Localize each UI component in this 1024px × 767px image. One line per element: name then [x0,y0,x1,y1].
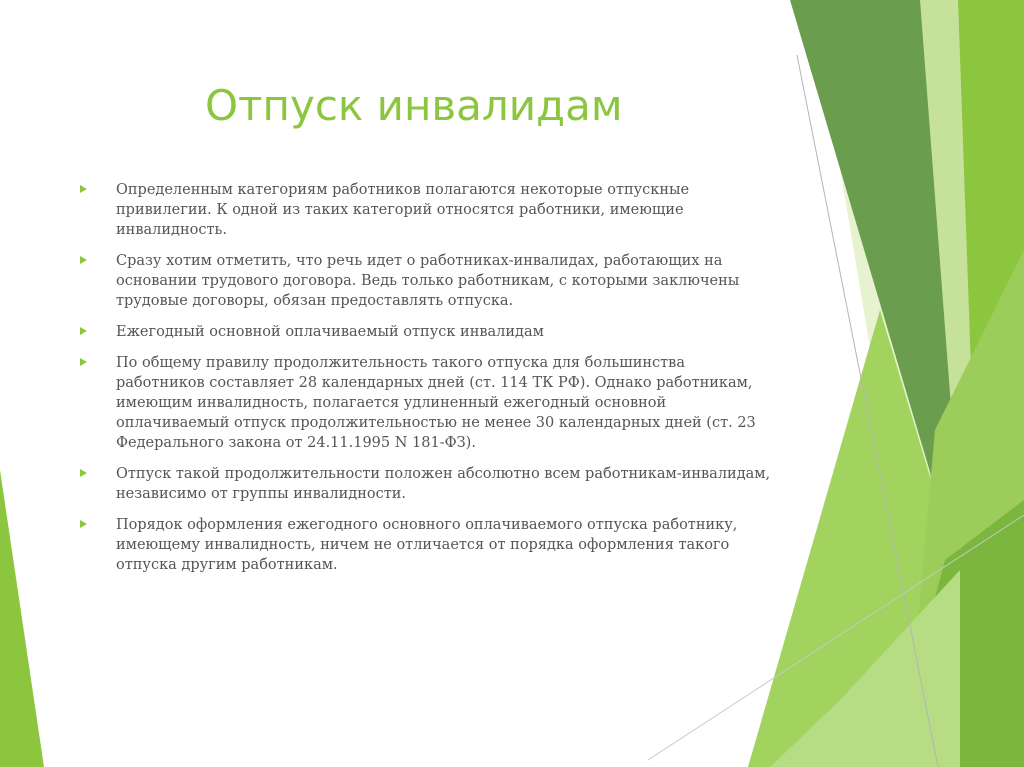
bullet-text: Ежегодный основной оплачиваемый отпуск инвалидам [116,324,544,340]
bullet-text: Сразу хотим отметить, что речь идет о работниках-инвалидах, работающих на основании трудового договора. Ведь только работникам, с которыми заключены трудовые договоры, обязан предоставлять отпуска. [116,253,740,309]
bullet-text: По общему правилу продолжительность такого отпуска для большинства работников составляет 28 календарных дней (ст. 114 ТК РФ). Однако работникам, имеющим инвалидность, полагается удлиненный ежегодный основной оплачиваемый отпуск продолжительностью не менее 30 календарных дней (ст. 23 Федерального закона от 24.11.1995 N 181-ФЗ). [116,355,756,451]
slide-title: Отпуск инвалидам [205,81,623,130]
bullet-text: Порядок оформления ежегодного основного оплачиваемого отпуска работнику, имеющему инвалидность, ничем не отличается от порядка оформления такого отпуска другим работникам. [116,517,738,573]
bullet-list [78,180,778,586]
bullet-item [78,180,778,240]
bullet-item [78,353,778,453]
bullet-item [78,515,778,575]
decor-left-bar [0,470,44,767]
bullet-arrow-icon [80,256,87,264]
bullet-arrow-icon [80,327,87,335]
bullet-item [78,464,778,504]
bullet-item [78,322,778,342]
bullet-text: Определенным категориям работников полагаются некоторые отпускные привилегии. К одной из таких категорий относятся работники, имеющие инвалидность. [116,182,690,238]
bullet-item [78,251,778,311]
bullet-arrow-icon [80,520,87,528]
bullet-arrow-icon [80,469,87,477]
bullet-arrow-icon [80,358,87,366]
bullet-text: Отпуск такой продолжительности положен абсолютно всем работникам-инвалидам, независимо от группы инвалидности. [116,466,771,502]
bullet-arrow-icon [80,185,87,193]
